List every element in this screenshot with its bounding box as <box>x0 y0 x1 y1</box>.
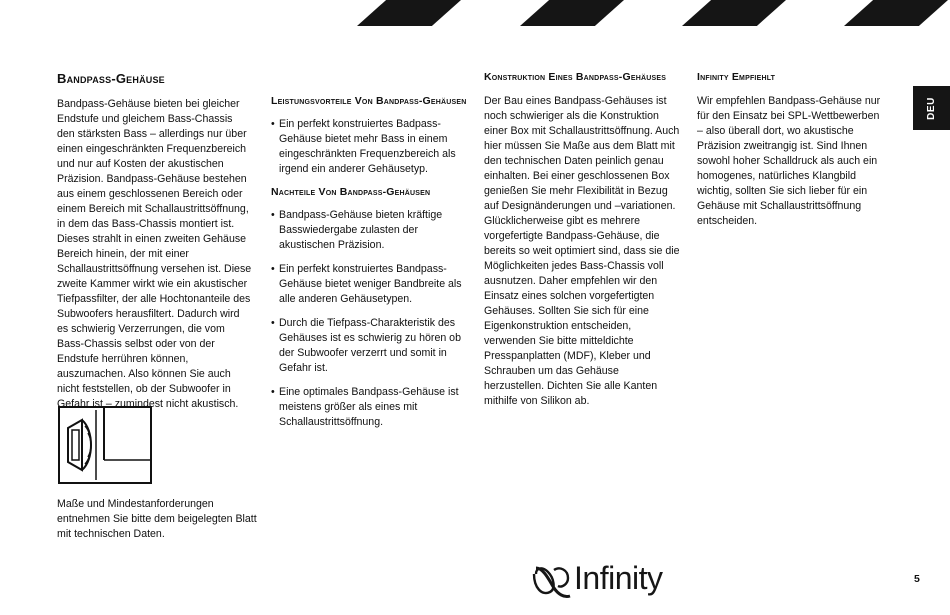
intro-paragraph: Bandpass-Gehäuse bieten bei gleicher Endstufe und gleichem Bass-Chassis den stärksten Bass – allerdings nur über einen eingeschränkten Frequenzbereich und nur auf Kosten der akustischen Präzision. Bandpass-Gehäuse bestehen aus einem geschlossenen Bereich oder einem Bereich mit Schallaustrittsöffnung, in dem das Bass-Chassis montiert ist. Dieses strahlt in einen zweiten Gehäuse Bereich hinein, der mit einer Schallaustrittsöffnung versehen ist. Diese zweite Kammer wirkt wie ein akustischer Tiefpassfilter, der alle Hochtonanteile des Subwoofers herausfiltert. Dadurch wird es schwierig Verzerrungen, die vom Bass-Chassis selbst oder von der Endstufe herrühren können, auszumachen. Also können Sie auch nicht feststellen, ob der Subwoofer in Gefahr ist – zumindest nicht akustisch. <box>57 98 252 410</box>
infinity-symbol-icon <box>530 558 576 604</box>
disadvantages-heading: Nachteile Von Bandpass-Gehäusen <box>271 186 431 198</box>
top-stripe-4 <box>844 0 948 26</box>
bullet: • <box>271 263 275 275</box>
advantages-list <box>271 117 467 177</box>
column-bandpass-intro <box>57 71 253 412</box>
disadvantages-list <box>271 208 467 430</box>
bandpass-enclosure-diagram <box>58 406 152 484</box>
construction-heading: Konstruktion Eines Bandpass-Gehäuses <box>484 71 667 83</box>
top-stripe-1 <box>357 0 461 26</box>
bullet: • <box>271 386 275 398</box>
top-stripe-2 <box>520 0 624 26</box>
list-item: • Ein perfekt konstruiertes Badpass-Gehäuse bietet mehr Bass in einem eingeschränkten Frequenzbereich als irgend ein anderer Gehäusetyp. <box>271 118 456 175</box>
list-item: • Ein perfekt konstruiertes Bandpass-Gehäuse bietet weniger Bandbreite als alle anderen Gehäusetypen. <box>271 263 462 305</box>
section-heading: Bandpass-Gehäuse <box>57 71 165 86</box>
infinity-logo <box>530 558 690 604</box>
recommendation-heading: Infinity Empfiehlt <box>697 71 776 83</box>
top-stripe-3 <box>682 0 786 26</box>
language-code: DEU <box>926 96 937 120</box>
bullet: • <box>271 209 275 221</box>
page-number: 5 <box>914 573 920 585</box>
brand-wordmark: Infinity <box>574 560 663 596</box>
language-tab <box>913 86 950 130</box>
list-item: • Bandpass-Gehäuse bieten kräftige Basswiedergabe zulasten der akustischen Präzision. <box>271 209 443 251</box>
bullet: • <box>271 317 275 329</box>
dimensions-note: Maße und Mindestanforderungen entnehmen Sie bitte dem beigelegten Blatt mit technischen Daten. <box>57 498 257 540</box>
construction-paragraph: Der Bau eines Bandpass-Gehäuses ist noch schwieriger als die Konstruktion einer Box mit Schallaustrittsöffnung. Auch hier müssen Sie Maße aus dem Blatt mit den technischen Daten peinlich genau einhalten. Bei einer geschlossenen Box genießen Sie mehr Flexibilität in Bezug auf Designänderungen und –variationen. Glücklicherweise gibt es mehrere vorgefertigte Bandpass-Gehäuse, die bereits so weit optimiert sind, dass sie die Möglichkeiten jedes Bass-Chassis voll ausnutzen. Daher empfehlen wir den Einsatz eines solchen vorgefertigten Gehäuses. Sollten Sie sich für eine Eigenkonstruktion entscheiden, verwenden Sie bitte mitteldichte Presspanplatten (MDF), Kleber und Schrauben um das Gehäuse herzustellen. Dichten Sie alle Kanten mithilfe von Silikon ab. <box>484 95 680 407</box>
bullet: • <box>271 118 275 130</box>
list-item: • Durch die Tiefpass-Charakteristik des Gehäuses ist es schwierig zu hören ob der Subwoofer verzerrt und somit in Gefahr ist. <box>271 317 461 374</box>
column-recommendation <box>697 71 887 229</box>
column-pros-cons <box>271 95 467 439</box>
column-construction <box>484 71 680 409</box>
advantages-heading: Leistungsvorteile Von Bandpass-Gehäusen <box>271 95 467 107</box>
list-item: • Eine optimales Bandpass-Gehäuse ist meistens größer als eines mit Schallaustrittsöffnung. <box>271 386 459 428</box>
recommendation-paragraph: Wir empfehlen Bandpass-Gehäuse nur für den Einsatz bei SPL-Wettbewerben – also überall dort, wo akustische Präzision zweitrangig ist. Sind Ihnen sowohl hoher Schalldruck als auch ein homogenes, natürliches Klangbild wichtig, sollten Sie sich lieber für ein Gehäuse mit Schallaustrittsöffnung entscheiden. <box>697 95 881 227</box>
